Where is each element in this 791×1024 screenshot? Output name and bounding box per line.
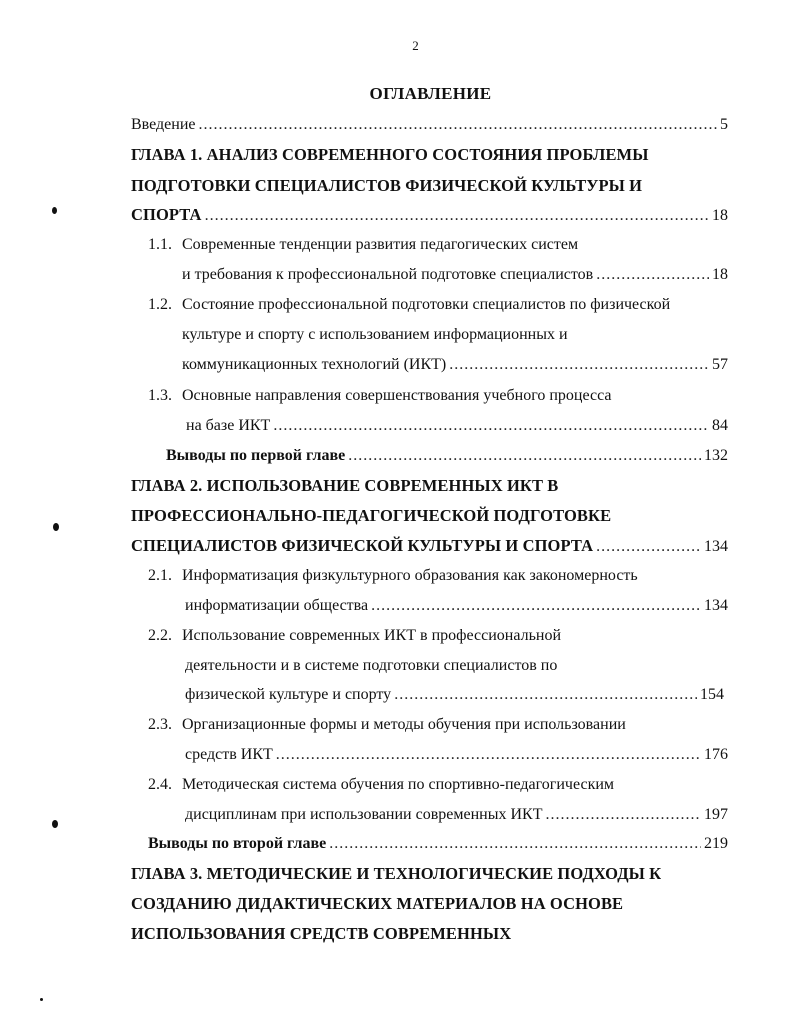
section-number: 2.1. bbox=[148, 567, 172, 584]
chapter-2-heading-line2: ПРОФЕССИОНАЛЬНО-ПЕДАГОГИЧЕСКОЙ ПОДГОТОВКЕ bbox=[131, 506, 612, 525]
section-number: 2.2. bbox=[148, 627, 172, 644]
section-1-3-line2 bbox=[186, 416, 728, 436]
section-title: Состояние профессиональной подготовки специалистов по физической bbox=[182, 296, 671, 313]
scan-mark bbox=[52, 820, 58, 828]
toc-entry-page: 132 bbox=[704, 447, 728, 464]
section-1-2-line2: культуре и спорту с использованием информационных и bbox=[182, 326, 568, 343]
section-title: Использование современных ИКТ в профессиональной bbox=[182, 627, 562, 644]
section-1-2-line1 bbox=[148, 295, 670, 315]
scan-mark bbox=[52, 207, 57, 214]
section-title-cont: средств ИКТ bbox=[185, 746, 273, 763]
toc-entry-label: Выводы по второй главе bbox=[148, 835, 327, 852]
section-title-cont: и требования к профессиональной подготовке специалистов bbox=[182, 266, 594, 283]
section-number: 1.1. bbox=[148, 236, 172, 253]
toc-entry-page: 134 bbox=[704, 538, 728, 555]
dot-leader bbox=[596, 265, 709, 285]
dot-leader bbox=[273, 416, 709, 436]
section-2-2-line1 bbox=[148, 626, 561, 646]
section-title: Современные тенденции развития педагогических систем bbox=[182, 236, 579, 253]
toc-entry-page: 5 bbox=[720, 116, 728, 133]
section-title-cont: информатизации общества bbox=[185, 597, 369, 614]
section-number: 2.3. bbox=[148, 716, 172, 733]
dot-leader bbox=[449, 355, 709, 375]
section-2-4-line1 bbox=[148, 775, 614, 795]
page-number: 2 bbox=[412, 38, 419, 53]
chapter-3-heading-line2: СОЗДАНИЮ ДИДАКТИЧЕСКИХ МАТЕРИАЛОВ НА ОСНОВЕ bbox=[131, 894, 624, 913]
toc-entry-page: 197 bbox=[704, 806, 728, 823]
section-2-1-line2 bbox=[185, 596, 728, 616]
dot-leader bbox=[199, 115, 718, 135]
chapter-1-heading-line1: ГЛАВА 1. АНАЛИЗ СОВРЕМЕННОГО СОСТОЯНИЯ ПРОБЛЕМЫ bbox=[131, 145, 649, 164]
scan-mark bbox=[53, 523, 59, 531]
toc-entry-label: Введение bbox=[131, 116, 196, 133]
toc-entry-page: 219 bbox=[704, 835, 728, 852]
section-title-cont: коммуникационных технологий (ИКТ) bbox=[182, 356, 447, 373]
dot-leader bbox=[329, 834, 701, 854]
toc-entry-label: СПЕЦИАЛИСТОВ ФИЗИЧЕСКОЙ КУЛЬТУРЫ И СПОРТА bbox=[131, 536, 594, 555]
dot-leader bbox=[545, 805, 701, 825]
section-number: 1.2. bbox=[148, 296, 172, 313]
section-number: 1.3. bbox=[148, 387, 172, 404]
section-1-1-line2 bbox=[182, 265, 728, 285]
chapter-1-heading-line3 bbox=[131, 205, 728, 226]
toc-entry-page: 57 bbox=[712, 356, 728, 373]
toc-entry-label: СПОРТА bbox=[131, 205, 202, 224]
chapter-2-heading-line3 bbox=[131, 536, 728, 557]
chapter-1-heading-line2: ПОДГОТОВКИ СПЕЦИАЛИСТОВ ФИЗИЧЕСКОЙ КУЛЬТУРЫ И bbox=[131, 176, 643, 195]
section-1-2-line3 bbox=[182, 355, 728, 375]
dot-leader bbox=[205, 206, 709, 226]
section-2-1-line1 bbox=[148, 566, 638, 586]
section-2-2-line2: деятельности и в системе подготовки специалистов по bbox=[185, 657, 558, 674]
toc-entry-page: 84 bbox=[712, 417, 728, 434]
dot-leader bbox=[348, 446, 701, 466]
section-title: Основные направления совершенствования учебного процесса bbox=[182, 387, 612, 404]
section-title: Методическая система обучения по спортивно-педагогическим bbox=[182, 776, 615, 793]
toc-entry-page: 134 bbox=[704, 597, 728, 614]
section-2-3-line2 bbox=[185, 745, 728, 765]
section-title-cont: на базе ИКТ bbox=[186, 417, 271, 434]
chapter-2-conclusion bbox=[148, 834, 728, 854]
chapter-1-conclusion bbox=[166, 446, 728, 466]
section-2-3-line1 bbox=[148, 715, 626, 735]
toc-entry-label: Выводы по первой главе bbox=[166, 447, 346, 464]
toc-entry-page: 154 bbox=[700, 686, 724, 703]
chapter-3-heading-line3: ИСПОЛЬЗОВАНИЯ СРЕДСТВ СОВРЕМЕННЫХ bbox=[131, 924, 512, 943]
section-2-4-line2 bbox=[185, 805, 728, 825]
dot-leader bbox=[596, 537, 701, 557]
dot-leader bbox=[394, 685, 697, 705]
section-number: 2.4. bbox=[148, 776, 172, 793]
section-2-2-line3 bbox=[185, 685, 724, 705]
dot-leader bbox=[276, 745, 701, 765]
section-1-3-line1 bbox=[148, 386, 611, 406]
scan-mark bbox=[40, 998, 43, 1001]
section-title: Информатизация физкультурного образования как закономерность bbox=[182, 567, 638, 584]
chapter-2-heading-line1: ГЛАВА 2. ИСПОЛЬЗОВАНИЕ СОВРЕМЕННЫХ ИКТ В bbox=[131, 476, 559, 495]
chapter-3-heading-line1: ГЛАВА 3. МЕТОДИЧЕСКИЕ И ТЕХНОЛОГИЧЕСКИЕ ПОДХОДЫ К bbox=[131, 864, 662, 883]
toc-entry-page: 18 bbox=[712, 207, 728, 224]
toc-title: ОГЛАВЛЕНИЕ bbox=[369, 84, 492, 103]
section-title-cont: физической культуре и спорту bbox=[185, 686, 392, 703]
dot-leader bbox=[371, 596, 701, 616]
toc-entry-page: 18 bbox=[712, 266, 728, 283]
section-title-cont: дисциплинам при использовании современных ИКТ bbox=[185, 806, 543, 823]
section-title: Организационные формы и методы обучения при использовании bbox=[182, 716, 626, 733]
toc-entry-intro bbox=[131, 115, 728, 135]
section-1-1-line1 bbox=[148, 235, 578, 255]
toc-entry-page: 176 bbox=[704, 746, 728, 763]
